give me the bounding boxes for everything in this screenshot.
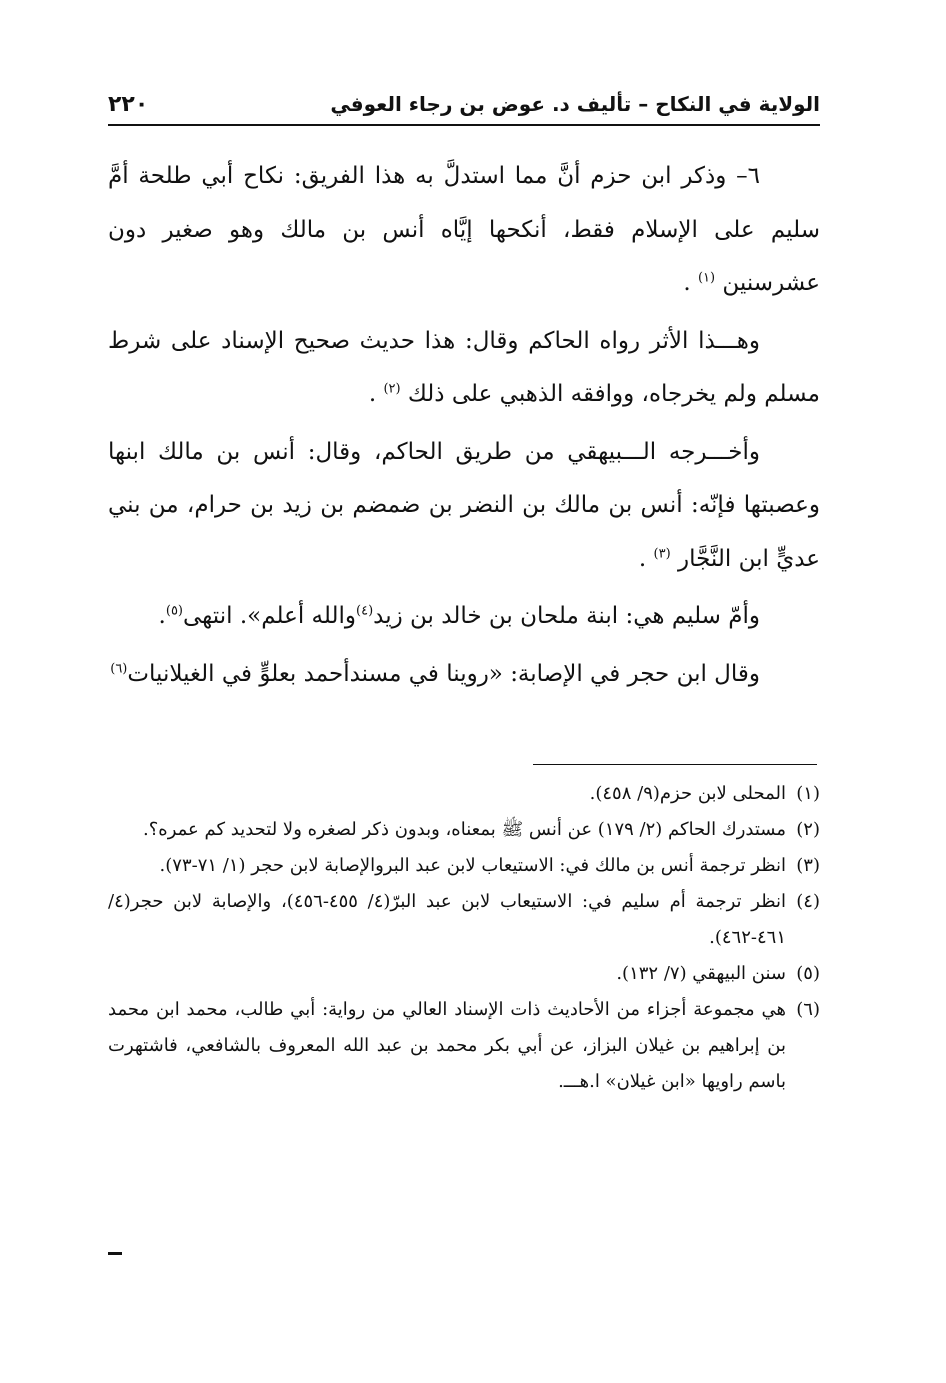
paragraph-3	[108, 426, 820, 587]
paragraph-5	[108, 648, 820, 702]
paragraph-2	[108, 315, 820, 422]
footnotes	[108, 776, 820, 1100]
footnote-4	[108, 884, 820, 956]
paragraph-1-text: ٦– وذكر ابن حزم أنَّ مما استدلَّ به هذا الفريق: نكاح أبي طلحة أمَّ سليم على الإسلام فقط، أنكحها إيَّاه أنس بن مالك وهو صغير دون عشرسنين	[108, 163, 820, 296]
footnote-text: المحلى لابن حزم(٩/ ٤٥٨).	[589, 783, 786, 804]
running-title: الولاية في النكاح – تأليف د. عوض بن رجاء العوفي	[330, 92, 820, 116]
paragraph-4	[108, 590, 820, 644]
footnote-number: (١)	[796, 783, 820, 804]
footnote-number: (٢)	[796, 819, 820, 840]
footnote-separator	[533, 764, 817, 765]
paragraph-1-end: .	[683, 270, 698, 296]
footnote-number: (٥)	[796, 963, 820, 984]
paragraph-2-end: .	[368, 381, 384, 407]
footnote-text: هي مجموعة أجزاء من الأحاديث ذات الإسناد العالي من رواية: أبي طالب، محمد ابن محمد بن إبراهيم بن غيلان البزاز، عن أبي بكر محمد بن عبد الله المعروف بالشافعي، فاشتهرت باسم راويها «ابن غيلان» ا.هـــ.	[108, 999, 786, 1092]
footnote-3	[108, 848, 820, 884]
footnote-2	[108, 812, 820, 848]
header-rule	[108, 124, 820, 126]
paragraph-3-text: وأخـــرجه الـــبيهقي من طريق الحاكم، وقال: أنس بن مالك ابنها وعصبتها فإنّه: أنس بن مالك بن النضر بن ضمضم بن زيد بن حرام، من بني عديٍّ ابن النَّجَّار	[108, 438, 820, 572]
paragraph-4-text-a: وأمّ سليم هي: ابنة ملحان بن خالد بن زيد	[373, 603, 760, 629]
page-end-dash	[108, 1252, 122, 1255]
paragraph-2-text: وهـــذا الأثر رواه الحاكم وقال: هذا حديث صحيح الإسناد على شرط مسلم ولم يخرجاه، ووافقه الذهبي على ذلك	[108, 327, 820, 407]
footnote-1	[108, 776, 820, 812]
page-number: ٢٢٠	[108, 92, 149, 117]
footnote-text: مستدرك الحاكم (٢/ ١٧٩) عن أنس ﷺ بمعناه، وبدون ذكر لصغره ولا لتحديد كم عمره؟.	[142, 819, 786, 840]
footnote-number: (٦)	[796, 999, 820, 1020]
footnote-number: (٣)	[796, 855, 820, 876]
footnote-ref-6[interactable]: (٦)	[110, 660, 128, 676]
main-text	[108, 150, 820, 701]
paragraph-3-end: .	[638, 545, 654, 572]
footnote-ref-3[interactable]: (٣)	[653, 545, 671, 561]
footnote-text: سنن البيهقي (٧/ ١٣٢).	[616, 963, 786, 984]
paragraph-5-text: وقال ابن حجر في الإصابة: «روينا في مسندأحمد بعلوٍّ في الغيلانيات	[127, 660, 760, 687]
footnote-number: (٤)	[796, 891, 820, 912]
footnote-ref-4[interactable]: (٤)	[356, 603, 374, 619]
footnote-ref-1[interactable]: (١)	[697, 270, 716, 286]
running-header	[108, 88, 820, 122]
paragraph-1	[108, 150, 820, 311]
paragraph-4-text-b: والله أعلم». انتهى	[183, 603, 356, 629]
footnote-ref-2[interactable]: (٢)	[383, 381, 401, 397]
footnote-ref-5[interactable]: (٥)	[165, 603, 183, 619]
footnote-text: انظر ترجمة أم سليم في: الاستيعاب لابن عبد البرّ(٤/ ٤٥٥-٤٥٦)، والإصابة لابن حجر(٤/ ٤٦١-٤٦٢).	[108, 891, 786, 948]
paragraph-4-end: .	[158, 603, 166, 629]
footnote-5	[108, 956, 820, 992]
footnote-6	[108, 992, 820, 1100]
footnote-text: انظر ترجمة أنس بن مالك في: الاستيعاب لابن عبد البروالإصابة لابن حجر (١/ ٧١-٧٣).	[159, 855, 786, 876]
